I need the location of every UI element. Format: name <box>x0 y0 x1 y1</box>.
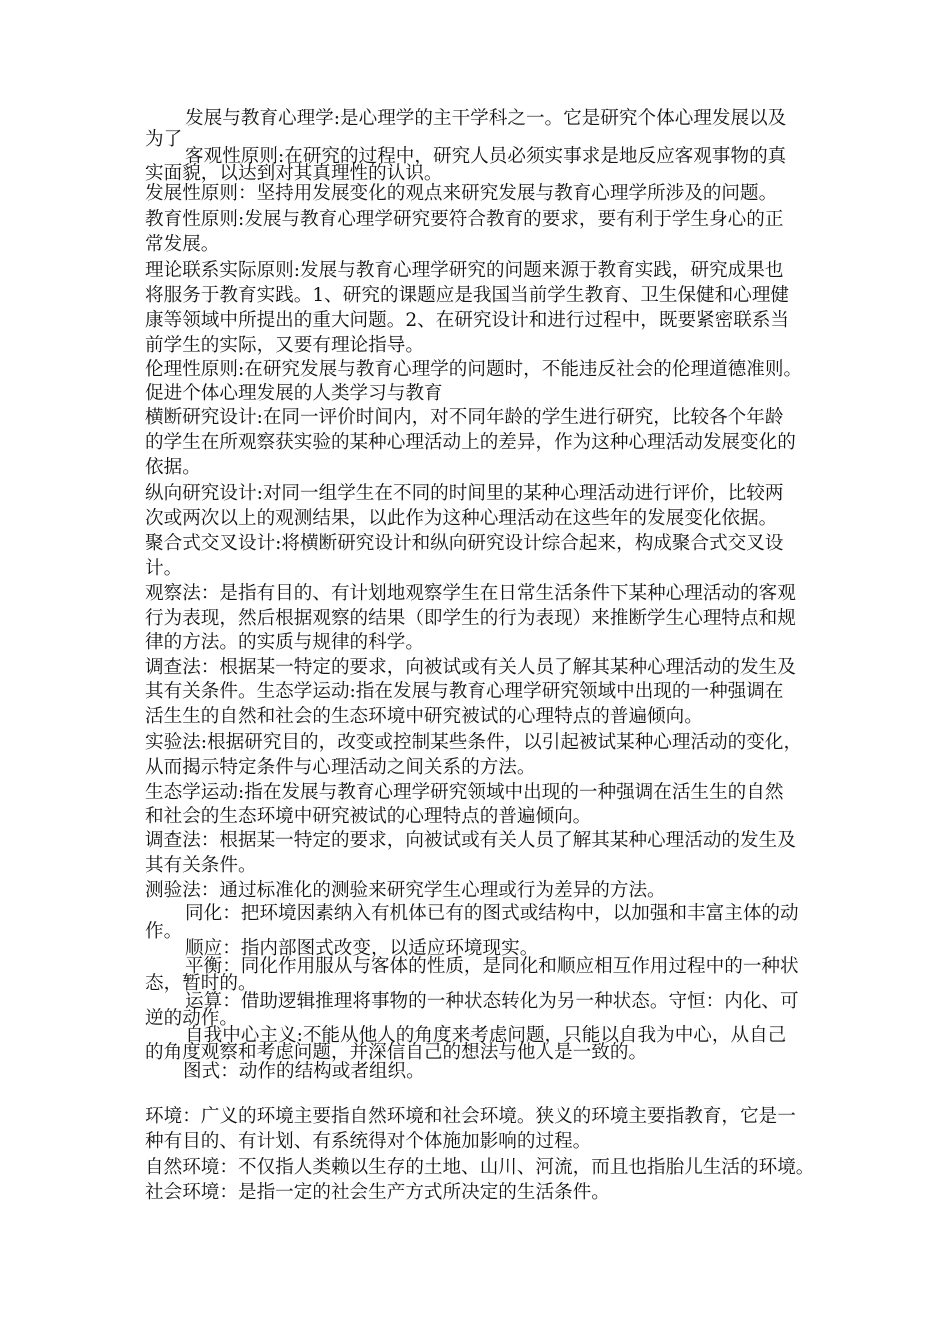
text-line: 康等领域中所提出的重大问题。2、在研究设计和进行过程中，既要紧密联系当 <box>145 310 790 331</box>
text-line: 观察法：是指有目的、有计划地观察学生在日常生活条件下某种心理活动的客观 <box>145 583 796 604</box>
text-line: 的角度观察和考虑问题，并深信自己的想法与他人是一致的。 <box>145 1042 648 1063</box>
text-line: 伦理性原则:在研究发展与教育心理学的问题时，不能违反社会的伦理道德准则。 <box>145 359 803 380</box>
text-line: 将服务于教育实践。1、研究的课题应是我国当前学生教育、卫生保健和心理健 <box>145 285 790 306</box>
text-line: 活生生的自然和社会的生态环境中研究被试的心理特点的普遍倾向。 <box>145 706 703 727</box>
text-line: 依据。 <box>145 457 201 478</box>
text-line: 态，暂时的。 <box>145 973 257 994</box>
text-line: 种有目的、有计划、有系统得对个体施加影响的过程。 <box>145 1131 592 1152</box>
text-line: 其有关条件。生态学运动:指在发展与教育心理学研究领域中出现的一种强调在 <box>145 681 784 702</box>
text-line: 同化：把环境因素纳入有机体已有的图式或结构中，以加强和丰富主体的动 <box>185 903 799 924</box>
text-line: 横断研究设计:在同一评价时间内，对不同年龄的学生进行研究，比较各个年龄 <box>145 407 784 428</box>
text-line: 其有关条件。 <box>145 855 257 876</box>
text-line: 实验法:根据研究目的，改变或控制某些条件，以引起被试某种心理活动的变化， <box>145 732 803 753</box>
text-line: 调查法：根据某一特定的要求，向被试或有关人员了解其某种心理活动的发生及 <box>145 830 796 851</box>
text-line: 实面貌，以达到对其真理性的认识。 <box>145 163 443 184</box>
text-line: 促进个体心理发展的人类学习与教育 <box>145 383 443 404</box>
text-line: 律的方法。的实质与规律的科学。 <box>145 632 424 653</box>
text-line: 社会环境：是指一定的社会生产方式所决定的生活条件。 <box>145 1182 610 1203</box>
text-line: 纵向研究设计:对同一组学生在不同的时间里的某种心理活动进行评价，比较两 <box>145 483 784 504</box>
text-line: 前学生的实际，又要有理论指导。 <box>145 335 424 356</box>
text-line: 和社会的生态环境中研究被试的心理特点的普遍倾向。 <box>145 806 592 827</box>
text-line: 运算：借助逻辑推理将事物的一种状态转化为另一种状态。守恒：内化、可 <box>185 991 799 1012</box>
text-line: 图式：动作的结构或者组织。 <box>183 1061 425 1082</box>
text-line: 次或两次以上的观测结果，以此作为这种心理活动在这些年的发展变化依据。 <box>145 508 778 529</box>
text-line: 客观性原则:在研究的过程中，研究人员必须实事求是地反应客观事物的真 <box>185 146 787 167</box>
text-line: 逆的动作。 <box>145 1008 238 1029</box>
text-line: 平衡：同化作用服从与客体的性质，是同化和顺应相互作用过程中的一种状 <box>185 956 799 977</box>
text-line: 生态学运动:指在发展与教育心理学研究领域中出现的一种强调在活生生的自然 <box>145 782 784 803</box>
text-line: 自我中心主义:不能从他人的角度来考虑问题，只能以自我为中心，从自己 <box>185 1025 787 1046</box>
text-line: 测验法：通过标准化的测验来研究学生心理或行为差异的方法。 <box>145 880 666 901</box>
text-line: 计。 <box>145 558 183 579</box>
text-line: 的学生在所观察获实验的某种心理活动上的差异，作为这种心理活动发展变化的 <box>145 432 796 453</box>
text-line: 顺应：指内部图式改变，以适应环境现实。 <box>185 938 539 959</box>
text-line: 调查法：根据某一特定的要求，向被试或有关人员了解其某种心理活动的发生及 <box>145 657 796 678</box>
text-line: 行为表现，然后根据观察的结果（即学生的行为表现）来推断学生心理特点和规 <box>145 608 796 629</box>
text-line: 理论联系实际原则:发展与教育心理学研究的问题来源于教育实践，研究成果也 <box>145 260 784 281</box>
text-line: 聚合式交叉设计:将横断研究设计和纵向研究设计综合起来，构成聚合式交叉设 <box>145 533 784 554</box>
text-line: 教育性原则:发展与教育心理学研究要符合教育的要求，要有利于学生身心的正 <box>145 209 784 230</box>
text-line: 自然环境：不仅指人类赖以生存的土地、山川、河流，而且也指胎儿生活的环境。 <box>145 1157 815 1178</box>
text-line: 作。 <box>145 921 183 942</box>
text-line: 从而揭示特定条件与心理活动之间关系的方法。 <box>145 757 536 778</box>
text-line: 发展与教育心理学:是心理学的主干学科之一。它是研究个体心理发展以及 <box>185 108 787 129</box>
text-line: 环境：广义的环境主要指自然环境和社会环境。狭义的环境主要指教育，它是一 <box>145 1106 796 1127</box>
text-line: 为了 <box>145 129 183 150</box>
text-line: 常发展。 <box>145 234 220 255</box>
text-line: 发展性原则：坚持用发展变化的观点来研究发展与教育心理学所涉及的问题。 <box>145 183 778 204</box>
